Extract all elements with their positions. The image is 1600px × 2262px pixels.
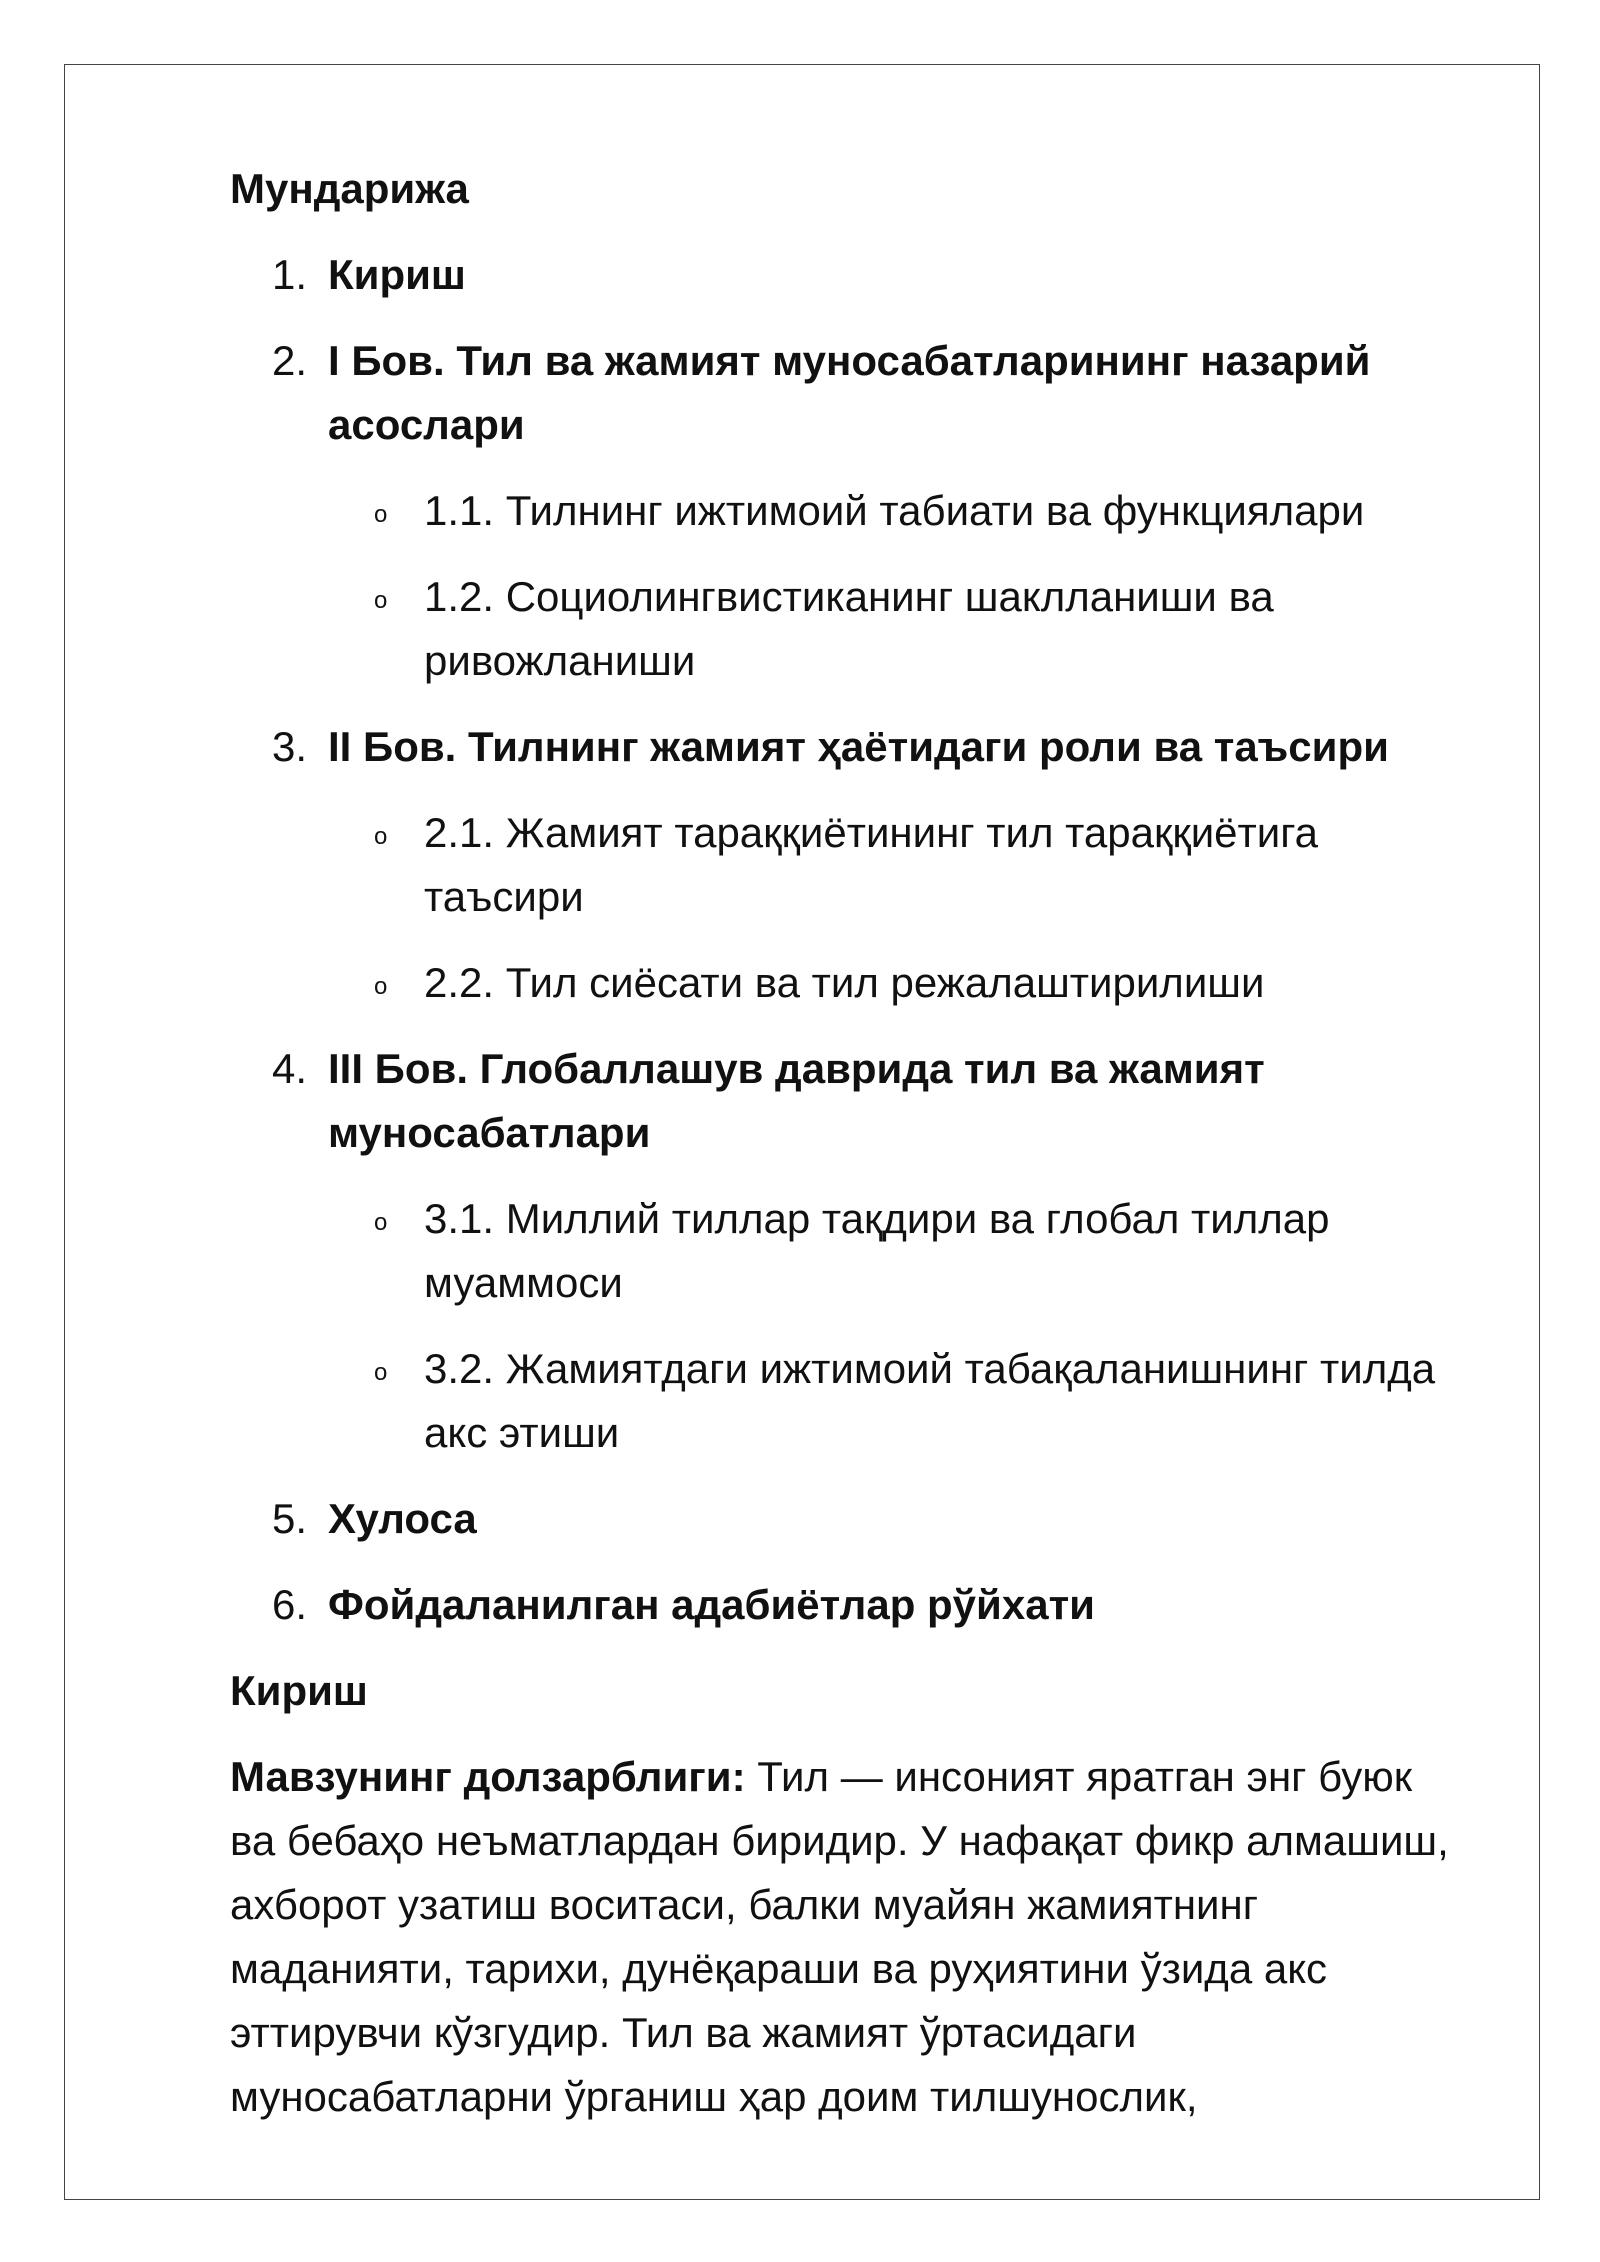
toc-subitem: [230, 1337, 1460, 1465]
toc-item-number: 3.: [272, 723, 308, 770]
toc-subitem: [230, 801, 1460, 929]
bullet-icon: o: [374, 587, 388, 614]
toc-item-number: 2.: [272, 337, 308, 384]
toc-subitem-text: 2.1. Жамият тараққиётининг тил тараққиётига таъсири: [424, 809, 1318, 920]
toc-item: [230, 329, 1460, 457]
toc-subitem-text: 3.2. Жамиятдаги ижтимоий табақаланишнинг тилда акс этиши: [424, 1345, 1436, 1456]
toc-subitem-text: 1.1. Тилнинг ижтимоий табиати ва функциялари: [424, 487, 1365, 534]
bullet-icon: o: [374, 823, 388, 850]
toc-item: [230, 243, 1460, 307]
toc-item-text: III Бов. Глобаллашув даврида тил ва жамият муносабатлари: [328, 1045, 1265, 1156]
toc-item: [230, 1573, 1460, 1637]
paragraph-lead: Мавзунинг долзарблиги:: [230, 1753, 746, 1800]
paragraph-body: Тил — инсоният яратган энг буюк ва бебаҳо неъматлардан биридир. У нафақат фикр алмашиш, ахборот узатиш воситаси, балки муайян жамиятнинг маданияти, тарихи, дунёқараши ва руҳиятини ўзида акс эттирувчи кўзгудир. Тил ва жамият ўртасидаги муносабатларни ўрганиш ҳар доим тилшунослик,: [230, 1753, 1449, 2120]
toc-title: Мундарижа: [230, 165, 469, 212]
toc-item-text: Кириш: [328, 251, 466, 298]
toc-item-number: 1.: [272, 251, 308, 298]
toc-item-text: Фойдаланилган адабиётлар рўйхати: [328, 1581, 1095, 1628]
bullet-icon: o: [374, 1359, 388, 1386]
toc-item-number: 4.: [272, 1045, 308, 1092]
toc-subitem: [230, 951, 1460, 1015]
bullet-icon: o: [374, 501, 388, 528]
toc-item-number: 5.: [272, 1495, 308, 1542]
bullet-icon: o: [374, 973, 388, 1000]
toc-item: [230, 1037, 1460, 1165]
section-heading: Кириш: [230, 1667, 368, 1714]
toc-subitem: [230, 1187, 1460, 1315]
toc-item-text: I Бов. Тил ва жамият муносабатларининг назарий асослари: [328, 337, 1371, 448]
toc-item-text: Хулоса: [328, 1495, 477, 1542]
toc-item-text: II Бов. Тилнинг жамият ҳаётидаги роли ва таъсири: [328, 723, 1389, 770]
intro-paragraph: [230, 1745, 1460, 2129]
document-content: [230, 157, 1460, 2129]
toc-subitem-text: 2.2. Тил сиёсати ва тил режалаштирилиши: [424, 959, 1265, 1006]
toc-item: [230, 715, 1460, 779]
toc-subitem: [230, 565, 1460, 693]
toc-item-number: 6.: [272, 1581, 308, 1628]
bullet-icon: o: [374, 1209, 388, 1236]
toc-subitem-text: 3.1. Миллий тиллар тақдири ва глобал тиллар муаммоси: [424, 1195, 1330, 1306]
toc-subitem-text: 1.2. Социолингвистиканинг шаклланиши ва ривожланиши: [424, 573, 1274, 684]
document-page: [64, 64, 1540, 2200]
toc-item: [230, 1487, 1460, 1551]
toc-subitem: [230, 479, 1460, 543]
